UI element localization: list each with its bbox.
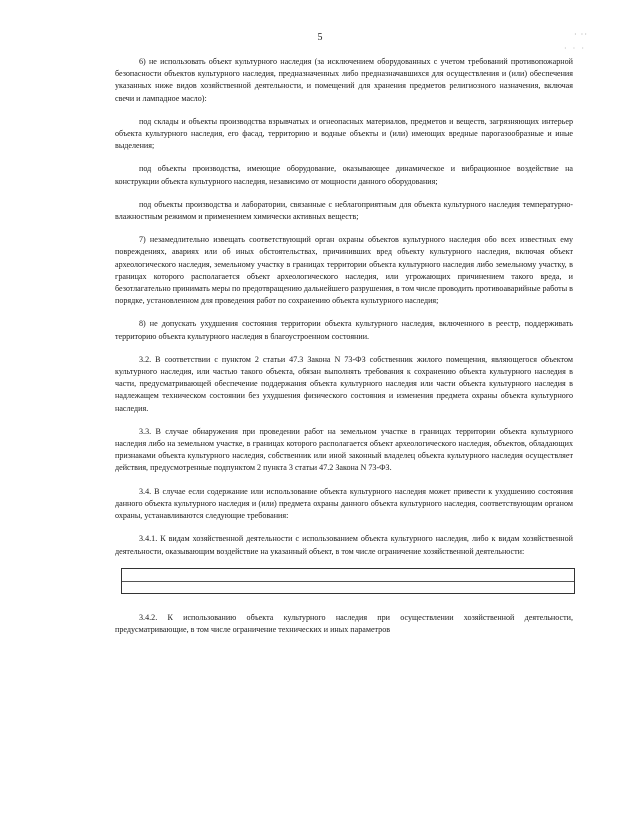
- paragraph-item-8: 8) не допускать ухудшения состояния территории объекта культурного наследия, включенного в реестр, поддерживать территорию объекта культурного наследия в благоустроенном состоянии.: [115, 319, 573, 341]
- paragraph-vibration: под объекты производства, имеющие оборудование, оказывающее динамическое и вибрационное воздействие на конструкции объекта культурного наследия, независимо от мощности данного оборудования;: [115, 164, 573, 186]
- paragraph-item-6: 6) не использовать объект культурного наследия (за исключением оборудованных с учетом требований противопожарной безопасности объектов культурного наследия, предназначенных либо предназначавшихся для осуществления и (или) обеспечения указанных ниже видов хозяйственной деятельности, и помещений для хранения предметов религиозного назначения, включая свечи и лампадное масло):: [115, 57, 573, 103]
- paragraph-item-7: 7) незамедлительно извещать соответствующий орган охраны объектов культурного наследия обо всех известных ему повреждениях, авариях или об иных обстоятельствах, причинивших вред объекту культурного наследия, включая объект археологического наследия, земельному участку в границах территории объекта культурного наследия либо земельному участку, в границах которого располагается объект археологического наследия, или угрожающих причинением такого вреда, и безотлагательно принимать меры по предотвращению дальнейшего разрушения, в том числе проводить противоаварийные работы в порядке, установленном для проведения работ по сохранению объекта культурного наследия;: [115, 235, 573, 306]
- scan-mark: · ··: [574, 30, 588, 39]
- paragraph-3-2: 3.2. В соответствии с пунктом 2 статьи 47.3 Закона N 73-ФЗ собственник жилого помещения, являющегося объектом культурного наследия, или частью такого объекта, обязан выполнять требования к сохранению объекта культурного наследия в части, предусматривающей обеспечение поддержания объекта культурного наследия или части объекта культурного наследия в надлежащем техническом состоянии без ухудшения физического состояния и изменения предмета охраны объекта культурного наследия.: [115, 354, 573, 413]
- scan-mark: · · ·: [564, 44, 586, 53]
- paragraph-laboratories: под объекты производства и лаборатории, связанные с неблагоприятным для объекта культурного наследия температурно-влажностным режимом и применением химически активных веществ;: [115, 199, 573, 222]
- table-divider: [122, 581, 574, 582]
- paragraph-warehouses: под склады и объекты производства взрывчатых и огнеопасных материалов, предметов и веществ, загрязняющих интерьер объекта культурного наследия, его фасад, территорию и водные объекты и (или) имеющих вредные парогазообразные и иные выделения;: [115, 116, 573, 151]
- document-body: [115, 56, 573, 647]
- paragraph-3-4-1: 3.4.1. К видам хозяйственной деятельности с использованием объекта культурного наследия, либо к видам хозяйственной деятельности, оказывающим воздействие на указанный объект, в том числе ограничение хозяйственной деятельности:: [115, 534, 573, 556]
- empty-table: [121, 568, 575, 594]
- paragraph-3-4: 3.4. В случае если содержание или использование объекта культурного наследия может привести к ухудшению состояния данного объекта культурного наследия и (или) предмета охраны данного объекта культурного наследия, соответствующим органом охраны, устанавливаются следующие требования:: [115, 486, 573, 521]
- paragraph-3-4-2: 3.4.2. К использованию объекта культурного наследия при осуществлении хозяйственной деятельности, предусматривающие, в том числе ограничение технических и иных параметров: [115, 612, 573, 634]
- page-number: 5: [317, 32, 323, 43]
- paragraph-3-3: 3.3. В случае обнаружения при проведении работ на земельном участке в границах территории объекта культурного наследия либо на земельном участке, в границах которого располагается объект археологического наследия, объектов, обладающих признаками объекта культурного наследия, собственник или иной законный владелец объекта культурного наследия осуществляет действия, предусмотренные подпунктом 2 пункта 3 статьи 47.2 Закона N 73-ФЗ.: [115, 426, 573, 473]
